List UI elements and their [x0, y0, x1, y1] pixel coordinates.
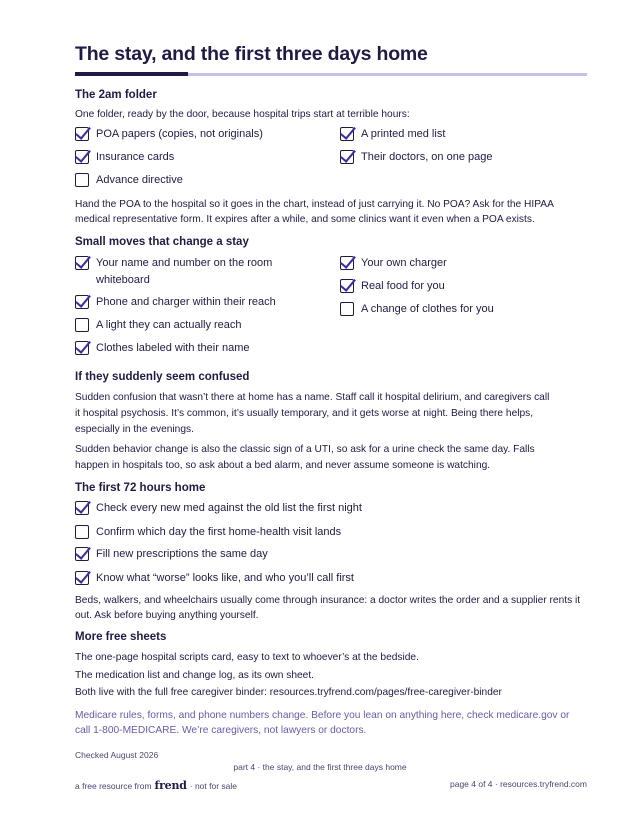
- checkbox-checked[interactable]: [75, 501, 89, 515]
- confused-paragraph-line: Sudden confusion that wasn’t there at home has a name. Staff call it hospital delirium, and caregivers call: [75, 392, 550, 403]
- checkbox-checked[interactable]: [75, 256, 89, 270]
- checklist-item[interactable]: [75, 317, 242, 334]
- confused-paragraph-line: it hospital psychosis. It’s common, it’s usually temporary, and it gets worse at night. Being there helps,: [75, 408, 534, 419]
- checklist-item[interactable]: [75, 255, 272, 289]
- confused-paragraph-line: happen in hospitals too, so ask about a bed alarm, and never assume someone is watching.: [75, 460, 491, 471]
- title-rule-accent: [75, 72, 188, 76]
- more-line: The medication list and change log, as its own sheet.: [75, 670, 314, 681]
- checklist-label: A change of clothes for you: [361, 303, 494, 315]
- checklist-label: Fill new prescriptions the same day: [96, 548, 268, 560]
- checklist-label: Advance directive: [96, 174, 183, 186]
- checklist-item[interactable]: [340, 149, 492, 166]
- checked-date: Checked August 2026: [75, 750, 159, 760]
- checklist-item[interactable]: [75, 570, 354, 587]
- more-line: Both live with the full free caregiver binder: resources.tryfrend.com/pages/free-caregiver-binder: [75, 687, 502, 698]
- checkbox-checked[interactable]: [340, 127, 354, 141]
- frend-logo: frend: [154, 779, 187, 792]
- checklist-label: Your own charger: [361, 257, 447, 269]
- checklist-item[interactable]: [340, 301, 494, 318]
- confused-paragraph-line: Sudden behavior change is also the classic sign of a UTI, so ask for a urine check the same day. Falls: [75, 444, 535, 455]
- checklist-label: Phone and charger within their reach: [96, 296, 276, 308]
- checkbox-checked[interactable]: [75, 571, 89, 585]
- checkbox-unchecked[interactable]: [340, 302, 354, 316]
- checkbox-unchecked[interactable]: [75, 318, 89, 332]
- footer-right: page 4 of 4 · resources.tryfrend.com: [449, 779, 587, 789]
- checklist-item[interactable]: [75, 149, 174, 166]
- checklist-label: Their doctors, on one page: [361, 151, 493, 163]
- home-note-line: Beds, walkers, and wheelchairs usually come through insurance: a doctor writes the order and a supplier rents it: [75, 595, 581, 606]
- checklist-item[interactable]: [75, 126, 263, 143]
- section-heading-more: More free sheets: [75, 631, 167, 643]
- disclaimer-line: call 1-800-MEDICARE. We’re caregivers, not lawyers or doctors.: [75, 725, 367, 736]
- checklist-label: Check every new med against the old list the first night: [96, 502, 362, 514]
- checkbox-checked[interactable]: [75, 127, 89, 141]
- home-note-line: out. Ask before buying anything yourself.: [75, 610, 259, 621]
- checklist-item[interactable]: [75, 546, 268, 563]
- checkbox-checked[interactable]: [340, 279, 354, 293]
- checklist-item[interactable]: [340, 278, 445, 295]
- checklist-item[interactable]: [75, 172, 183, 189]
- more-line: The one-page hospital scripts card, easy to text to whoever’s at the bedside.: [75, 652, 419, 663]
- checklist-label-line: Your name and number on the room: [96, 257, 273, 269]
- checklist-item[interactable]: [75, 500, 362, 517]
- confused-paragraph-line: especially in the evenings.: [75, 424, 194, 435]
- checklist-label: [96, 255, 272, 289]
- checklist-label: Insurance cards: [96, 151, 175, 163]
- checklist-label-line: whiteboard: [96, 274, 150, 286]
- checkbox-unchecked[interactable]: [75, 525, 89, 539]
- disclaimer-line: Medicare rules, forms, and phone numbers change. Before you lean on anything here, check medicare.gov or: [75, 710, 570, 721]
- checkbox-unchecked[interactable]: [75, 173, 89, 187]
- footer-left: [75, 779, 237, 792]
- footer-prefix: a free resource from: [75, 781, 152, 791]
- section-heading-home: The first 72 hours home: [75, 482, 206, 494]
- checkbox-checked[interactable]: [340, 256, 354, 270]
- checklist-label: Clothes labeled with their name: [96, 342, 250, 354]
- footer-suffix: · not for sale: [189, 781, 237, 791]
- checklist-label: POA papers (copies, not originals): [96, 128, 263, 140]
- checklist-label: A light they can actually reach: [96, 319, 242, 331]
- checklist-label: Real food for you: [361, 280, 445, 292]
- folder-note-line: medical representative form. It expires after a while, and some clinics want it even when a POA exists.: [75, 214, 535, 225]
- section-heading-folder: The 2am folder: [75, 89, 157, 101]
- page-title: The stay, and the first three days home: [75, 43, 428, 65]
- checklist-item[interactable]: [75, 294, 276, 311]
- part-label: part 4 · the stay, and the first three days home: [233, 762, 407, 772]
- section-heading-confused: If they suddenly seem confused: [75, 371, 250, 383]
- checklist-item[interactable]: [340, 255, 447, 272]
- folder-note-line: Hand the POA to the hospital so it goes in the chart, instead of just carrying it. No POA? Ask for the HIPAA: [75, 199, 554, 210]
- checklist-item[interactable]: [75, 524, 341, 541]
- checklist-label: Confirm which day the first home-health visit lands: [96, 526, 342, 538]
- checkbox-checked[interactable]: [340, 150, 354, 164]
- section-heading-moves: Small moves that change a stay: [75, 236, 249, 248]
- checklist-label: Know what “worse” looks like, and who you’ll call first: [96, 572, 354, 584]
- checkbox-checked[interactable]: [75, 547, 89, 561]
- checklist-item[interactable]: [75, 340, 249, 357]
- checklist-label: A printed med list: [361, 128, 446, 140]
- checkbox-checked[interactable]: [75, 341, 89, 355]
- folder-intro: One folder, ready by the door, because hospital trips start at terrible hours:: [75, 109, 410, 120]
- checkbox-checked[interactable]: [75, 295, 89, 309]
- checklist-item[interactable]: [340, 126, 445, 143]
- checkbox-checked[interactable]: [75, 150, 89, 164]
